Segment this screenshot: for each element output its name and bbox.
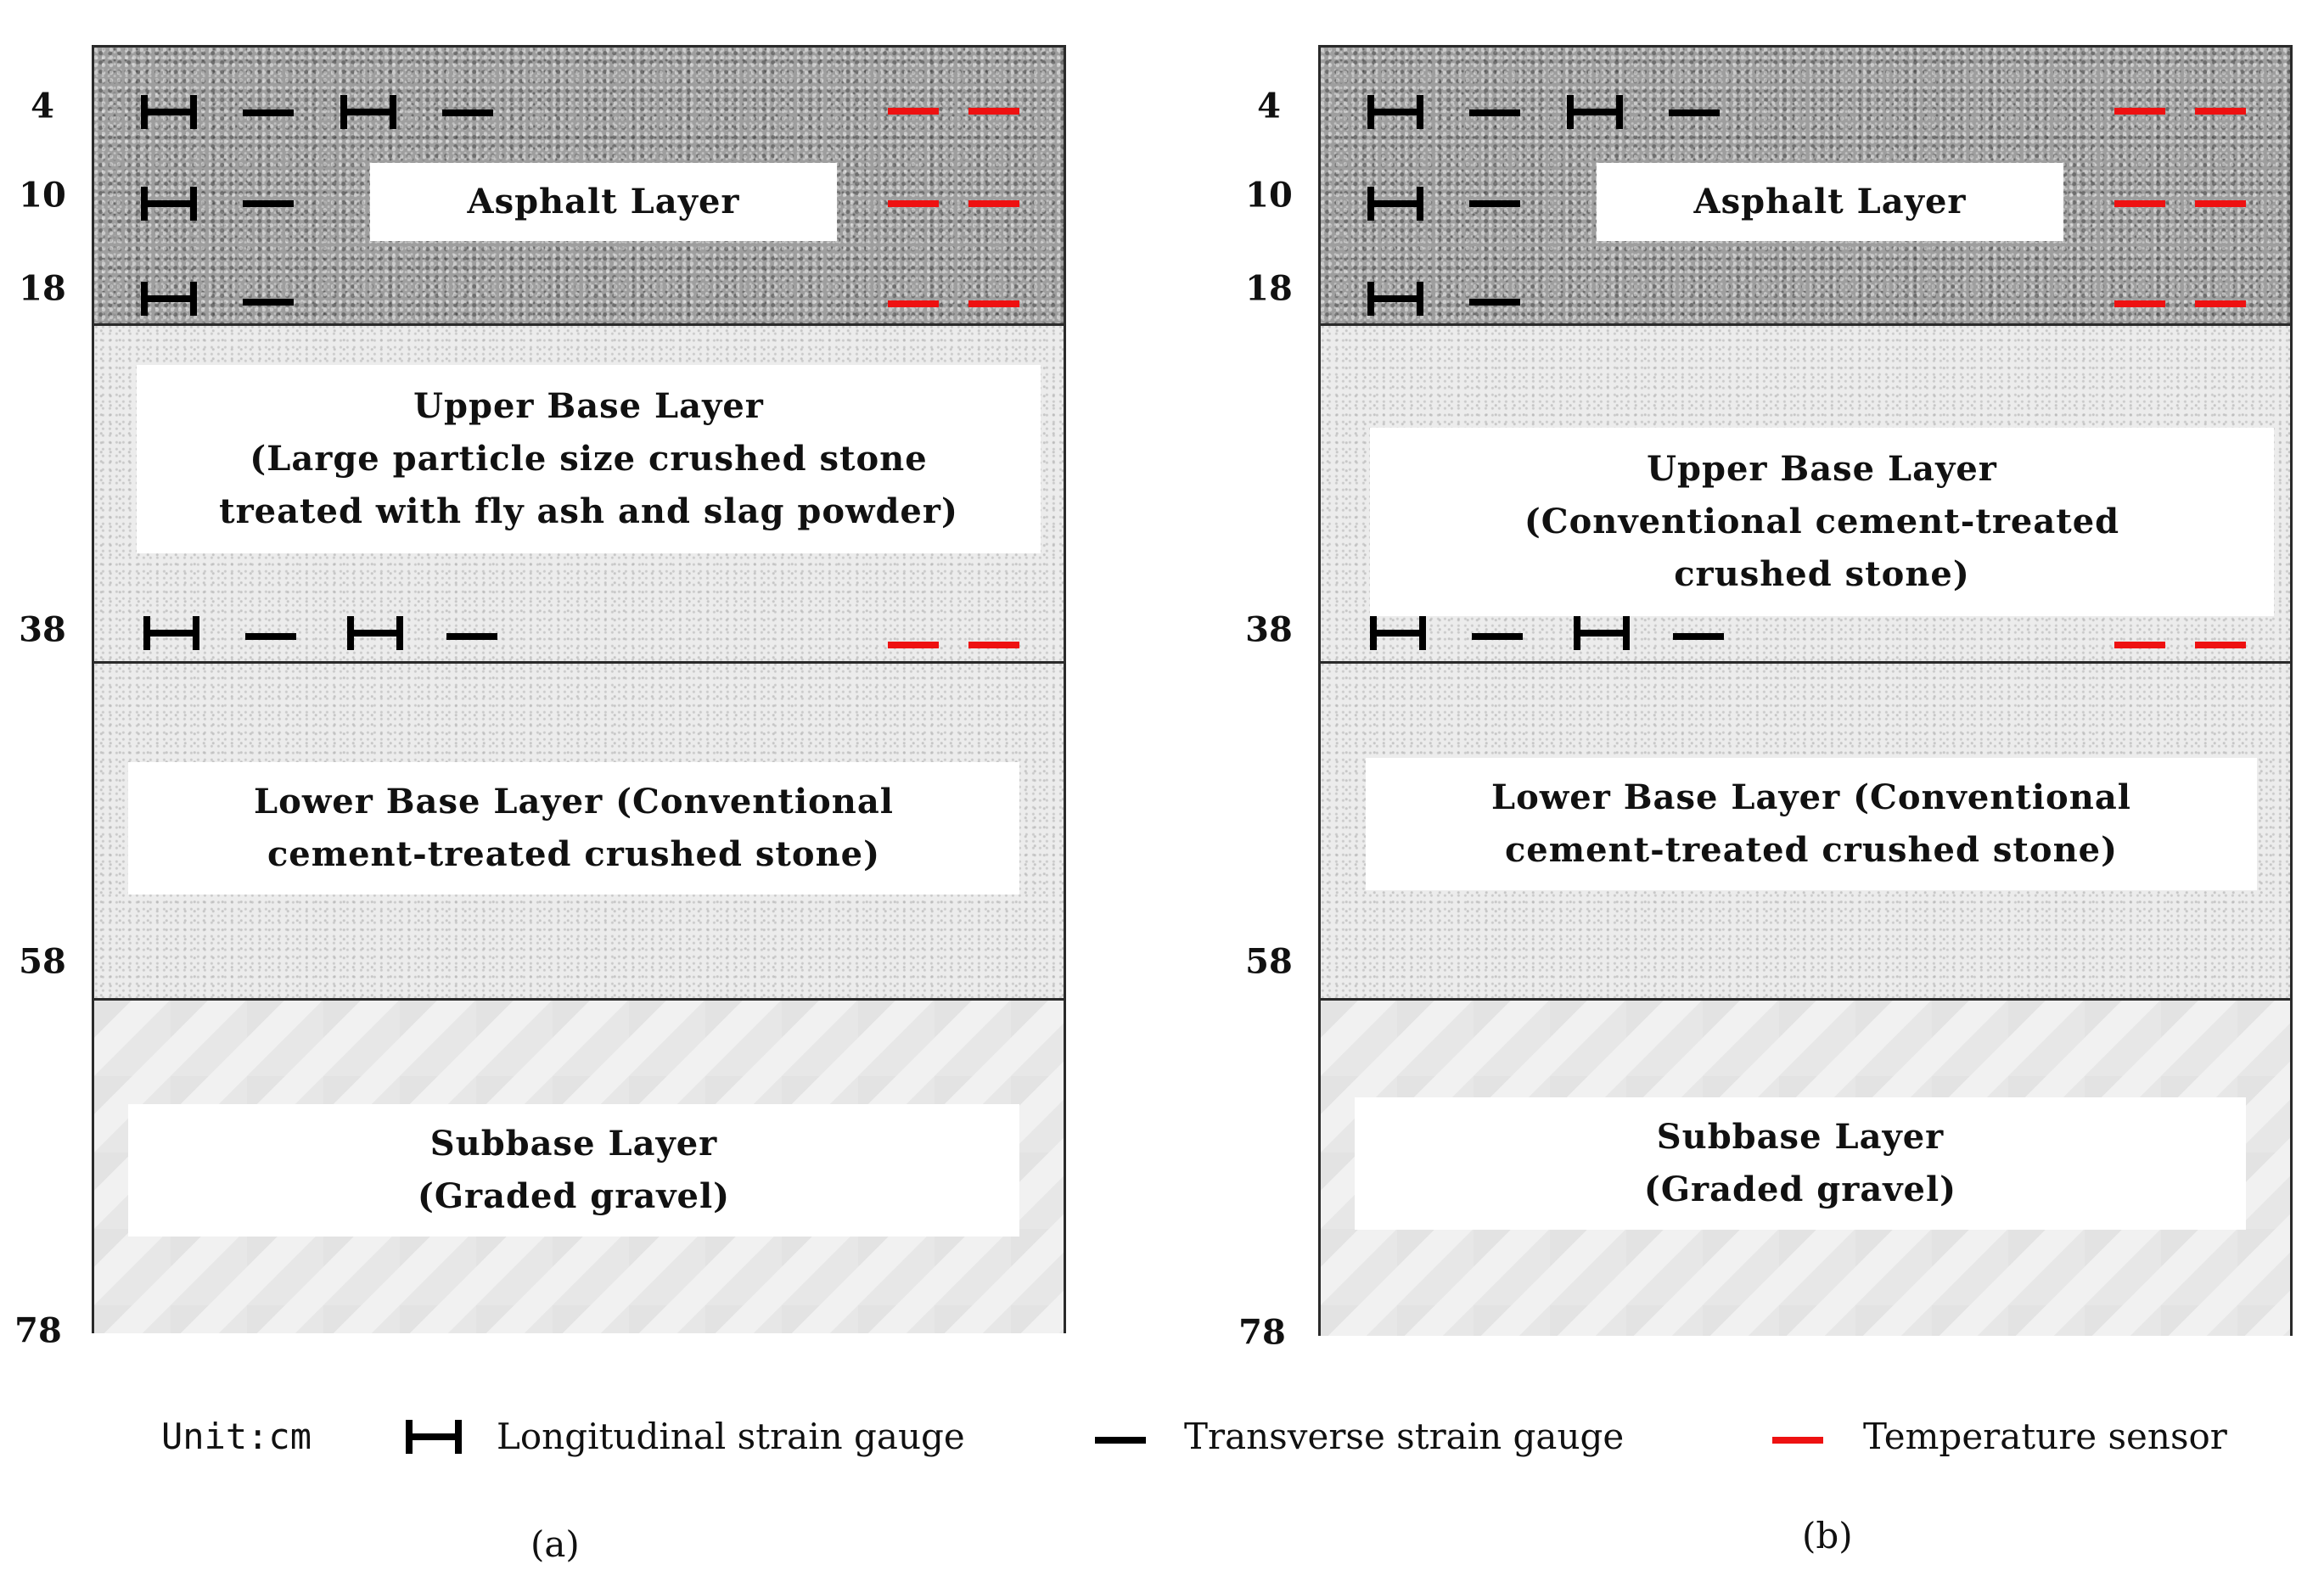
transverse-gauge-icon — [1472, 633, 1523, 640]
depth-tick-78: 78 — [1238, 1312, 1286, 1353]
longitudinal-gauge-icon — [141, 95, 197, 129]
longitudinal-gauge-icon — [141, 282, 197, 316]
lower-base-layer-label: Lower Base Layer (Conventional cement-treated crushed stone) — [128, 762, 1019, 895]
legend-longitudinal-label: Longitudinal strain gauge — [497, 1416, 965, 1457]
longitudinal-gauge-icon — [1367, 187, 1423, 221]
layer-boundary-38 — [94, 661, 1064, 664]
legend-temperature-label: Temperature sensor — [1863, 1416, 2227, 1457]
longitudinal-gauge-icon — [1367, 282, 1423, 316]
depth-tick-58: 58 — [1245, 941, 1293, 982]
transverse-gauge-icon — [442, 109, 493, 116]
transverse-gauge-icon — [1469, 200, 1520, 207]
lower-base-layer-label: Lower Base Layer (Conventional cement-treated crushed stone) — [1366, 758, 2257, 890]
transverse-gauge-icon — [1673, 633, 1724, 640]
longitudinal-gauge-icon — [1574, 616, 1630, 650]
transverse-gauge-icon — [243, 109, 294, 116]
subbase-layer-label: Subbase Layer (Graded gravel) — [128, 1104, 1019, 1237]
asphalt-layer-label: Asphalt Layer — [370, 163, 837, 241]
temperature-sensor-icon — [2195, 200, 2246, 207]
legend-unit: Unit:cm — [161, 1416, 312, 1457]
temperature-sensor-icon — [2195, 108, 2246, 115]
upper-base-layer-label: Upper Base Layer (Conventional cement-treated crushed stone) — [1370, 428, 2274, 616]
temperature-sensor-icon — [2114, 200, 2165, 207]
temperature-sensor-icon — [888, 200, 939, 207]
layer-boundary-38 — [1321, 661, 2290, 664]
temperature-sensor-icon — [888, 642, 939, 648]
legend-transverse-label: Transverse strain gauge — [1184, 1416, 1625, 1457]
layer-boundary-18 — [94, 323, 1064, 326]
depth-tick-10: 10 — [19, 175, 66, 216]
upper-base-layer-label: Upper Base Layer (Large particle size crushed stone treated with fly ash and slag powder) — [137, 365, 1041, 553]
longitudinal-gauge-icon — [1370, 616, 1426, 650]
layer-boundary-58 — [1321, 998, 2290, 1001]
temperature-sensor-icon — [888, 300, 939, 307]
temperature-sensor-icon — [2114, 300, 2165, 307]
transverse-gauge-icon — [1469, 299, 1520, 306]
layer-boundary-18 — [1321, 323, 2290, 326]
depth-tick-4: 4 — [31, 86, 54, 126]
longitudinal-gauge-icon — [141, 187, 197, 221]
depth-tick-10: 10 — [1245, 175, 1293, 216]
layer-boundary-58 — [94, 998, 1064, 1001]
temperature-sensor-icon — [968, 200, 1019, 207]
longitudinal-gauge-icon — [1367, 95, 1423, 129]
temperature-sensor-icon — [2195, 642, 2246, 648]
depth-tick-18: 18 — [19, 268, 66, 309]
transverse-gauge-icon — [243, 200, 294, 207]
depth-tick-4: 4 — [1257, 86, 1281, 126]
depth-tick-38: 38 — [19, 609, 66, 650]
longitudinal-gauge-icon — [1567, 95, 1623, 129]
depth-tick-78: 78 — [14, 1310, 62, 1351]
temperature-sensor-icon — [968, 642, 1019, 648]
asphalt-layer-label: Asphalt Layer — [1597, 163, 2063, 241]
longitudinal-gauge-icon — [340, 95, 396, 129]
depth-tick-18: 18 — [1245, 268, 1293, 309]
temperature-sensor-icon — [888, 108, 939, 115]
pavement-section-b — [1318, 45, 2293, 1336]
pavement-section-a — [92, 45, 1066, 1333]
temperature-sensor-icon — [2114, 642, 2165, 648]
longitudinal-gauge-icon — [347, 616, 403, 650]
transverse-gauge-icon — [446, 633, 497, 640]
transverse-gauge-legend-icon — [1095, 1437, 1146, 1444]
longitudinal-gauge-legend-icon — [406, 1420, 462, 1454]
temperature-sensor-legend-icon — [1772, 1437, 1823, 1444]
subbase-layer-label: Subbase Layer (Graded gravel) — [1355, 1097, 2246, 1230]
transverse-gauge-icon — [1669, 109, 1720, 116]
transverse-gauge-icon — [245, 633, 296, 640]
longitudinal-gauge-icon — [143, 616, 199, 650]
panel-b-caption: (b) — [1802, 1515, 1853, 1556]
panel-a-caption: (a) — [530, 1523, 580, 1565]
temperature-sensor-icon — [2114, 108, 2165, 115]
depth-tick-38: 38 — [1245, 609, 1293, 650]
depth-tick-58: 58 — [19, 941, 66, 982]
temperature-sensor-icon — [968, 108, 1019, 115]
transverse-gauge-icon — [243, 299, 294, 306]
temperature-sensor-icon — [2195, 300, 2246, 307]
transverse-gauge-icon — [1469, 109, 1520, 116]
temperature-sensor-icon — [968, 300, 1019, 307]
